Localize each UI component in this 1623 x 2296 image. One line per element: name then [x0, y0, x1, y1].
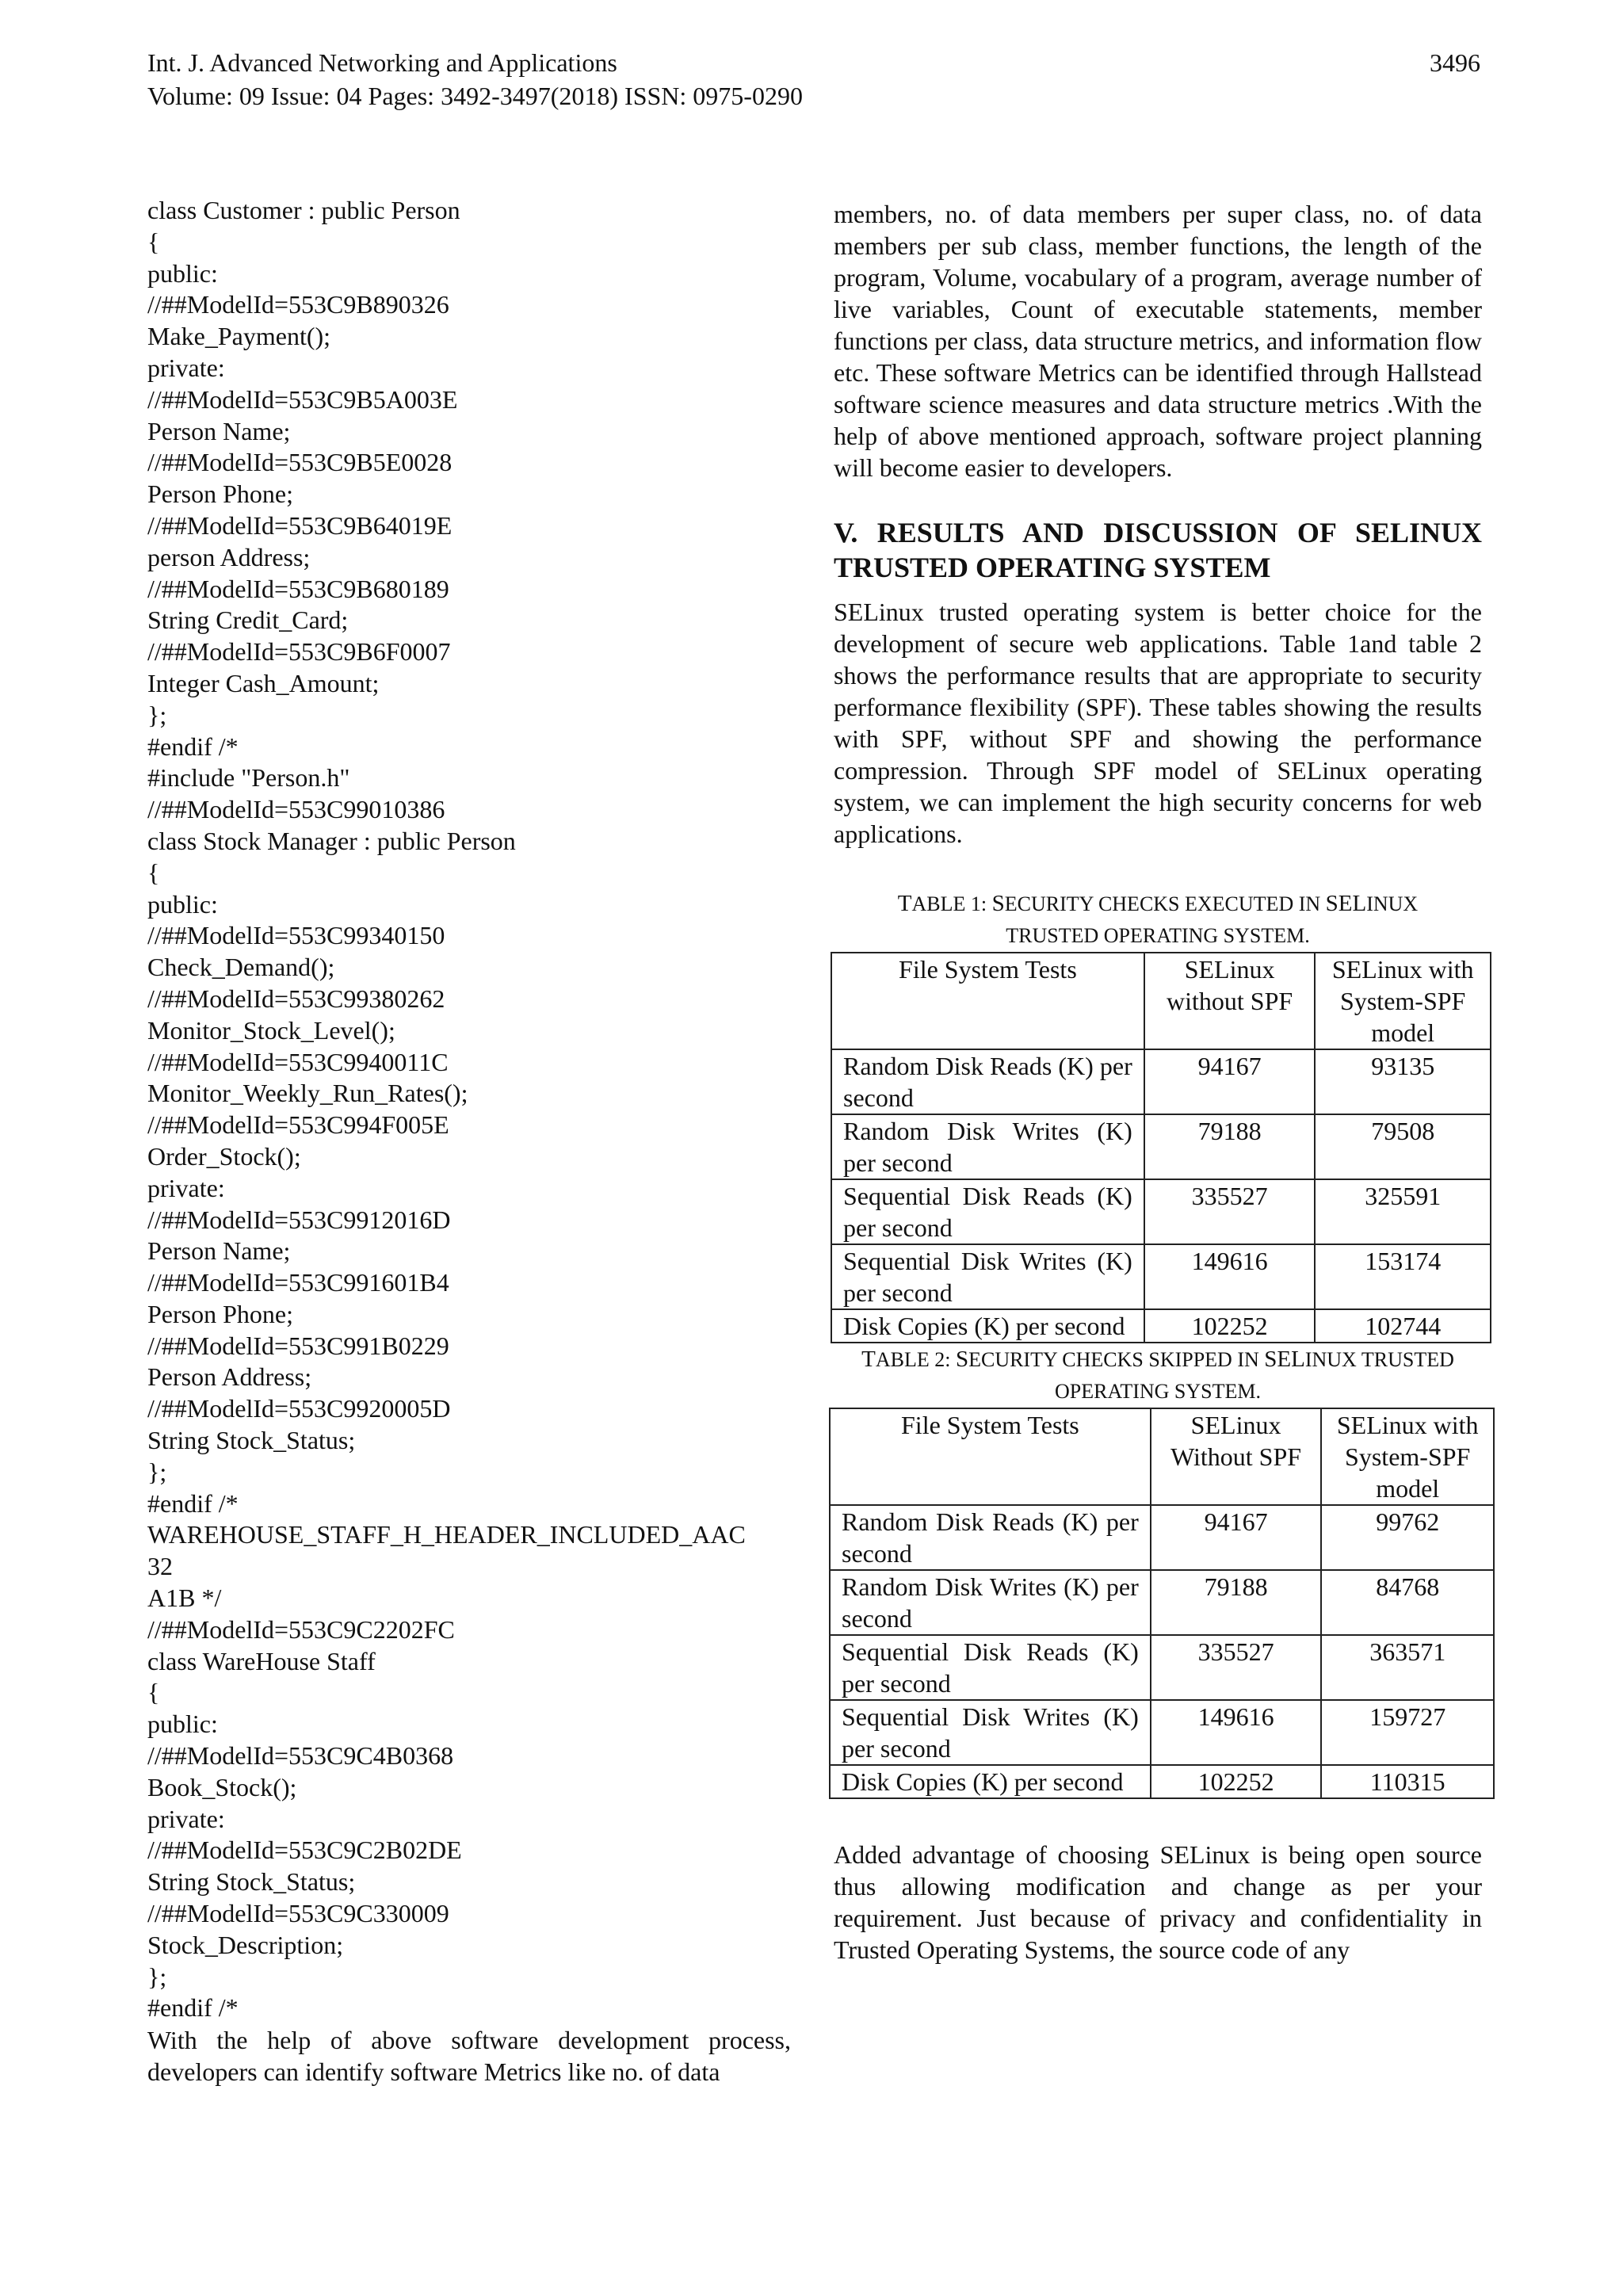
table-header-cell: File System Tests: [830, 1408, 1151, 1505]
code-line: //##ModelId=553C9940011C: [147, 1047, 449, 1076]
code-line: {: [147, 858, 160, 887]
table-row: [831, 1179, 1491, 1244]
left-closing-paragraph: With the help of above software development process, developers can identify software Metrics like no. of data: [147, 2026, 791, 2087]
table-value-cell: 159727: [1321, 1700, 1494, 1765]
code-line: Person Address;: [147, 1362, 312, 1392]
code-line: Make_Payment();: [147, 322, 331, 351]
code-line: String Stock_Status;: [147, 1426, 356, 1455]
code-line: 32: [147, 1552, 173, 1581]
table-label-cell: Random Disk Writes (K) per second: [831, 1114, 1144, 1179]
table-row: [831, 1049, 1491, 1114]
table-label-cell: Sequential Disk Writes (K) per second: [830, 1700, 1151, 1765]
code-line: };: [147, 700, 167, 729]
code-line: public:: [147, 889, 218, 919]
table-header-cell: SELinux with System-SPF model: [1321, 1408, 1494, 1505]
page-header: [147, 46, 1480, 113]
code-line: //##ModelId=553C9B5A003E: [147, 384, 458, 414]
code-line: class Customer : public Person: [147, 196, 460, 224]
table-row: [830, 1505, 1494, 1570]
code-line: //##ModelId=553C9C330009: [147, 1899, 449, 1928]
code-line: //##ModelId=553C99340150: [147, 921, 445, 950]
table-row: [830, 1635, 1494, 1700]
table-header-cell: File System Tests: [831, 953, 1144, 1049]
table2: [829, 1408, 1495, 1799]
code-line: //##ModelId=553C991601B4: [147, 1268, 449, 1297]
table-row: [830, 1570, 1494, 1635]
table-label-cell: Random Disk Reads (K) per second: [831, 1049, 1144, 1114]
table-row: [831, 1114, 1491, 1179]
table-row: [830, 1700, 1494, 1765]
table1: [831, 952, 1491, 1343]
code-line: String Stock_Status;: [147, 1867, 356, 1897]
table-header-row: [830, 1408, 1494, 1505]
code-line: };: [147, 1962, 167, 1991]
table-header-row: [831, 953, 1491, 1049]
table-row: [830, 1765, 1494, 1798]
table-header-cell: SELinux without SPF: [1144, 953, 1316, 1049]
code-line: Order_Stock();: [147, 1141, 301, 1171]
table-row: [831, 1309, 1491, 1343]
table1-caption: [834, 888, 1482, 952]
code-line: {: [147, 227, 160, 256]
table-value-cell: 153174: [1315, 1244, 1491, 1309]
code-line: Person Name;: [147, 416, 291, 445]
code-line: String Credit_Card;: [147, 606, 349, 635]
left-column: [147, 195, 791, 2088]
table2-caption-text: TABLE 2: SECURITY CHECKS SKIPPED IN SELINUX TRUSTED OPERATING SYSTEM.: [861, 1347, 1454, 1403]
code-line: //##ModelId=553C9C4B0368: [147, 1741, 454, 1771]
table-value-cell: 84768: [1321, 1570, 1494, 1635]
code-line: //##ModelId=553C9B5E0028: [147, 448, 453, 477]
table-label-cell: Random Disk Reads (K) per second: [830, 1505, 1151, 1570]
table-label-cell: Disk Copies (K) per second: [830, 1765, 1151, 1798]
table-label-cell: Random Disk Writes (K) per second: [830, 1570, 1151, 1635]
code-line: public:: [147, 1710, 218, 1739]
code-line: //##ModelId=553C99010386: [147, 795, 445, 824]
code-listing: [147, 195, 791, 2024]
table-row: [831, 1244, 1491, 1309]
code-line: //##ModelId=553C99380262: [147, 984, 445, 1013]
code-line: Person Phone;: [147, 479, 293, 509]
metrics-paragraph: members, no. of data members per super class, no. of data members per sub class, member functions, the length of the program, Volume, vocabulary of a program, average number of live variables, Count of executable statements, member functions per class, data structure metrics, and information flow etc. These software Metrics can be identified through Hallstead software science measures and data structure metrics .With the help of above mentioned approach, software project planning will become easier to developers.: [834, 200, 1482, 482]
table-label-cell: Sequential Disk Reads (K) per second: [831, 1179, 1144, 1244]
table-value-cell: 94167: [1151, 1505, 1322, 1570]
table-value-cell: 149616: [1151, 1700, 1322, 1765]
code-line: Monitor_Stock_Level();: [147, 1015, 395, 1045]
code-line: //##ModelId=553C994F005E: [147, 1110, 449, 1140]
table-label-cell: Sequential Disk Writes (K) per second: [831, 1244, 1144, 1309]
code-line: A1B */: [147, 1584, 222, 1613]
table-value-cell: 325591: [1315, 1179, 1491, 1244]
code-line: Monitor_Weekly_Run_Rates();: [147, 1079, 468, 1108]
table-header-cell: SELinux with System-SPF model: [1315, 953, 1491, 1049]
code-line: Stock_Description;: [147, 1930, 344, 1959]
section-heading: V. RESULTS AND DISCUSSION OF SELINUX TRUSTED OPERATING SYSTEM: [834, 517, 1482, 583]
code-line: {: [147, 1678, 160, 1707]
code-line: #endif /*: [147, 732, 239, 761]
code-line: //##ModelId=553C9B6F0007: [147, 637, 451, 667]
code-line: //##ModelId=553C9B680189: [147, 574, 449, 603]
table-value-cell: 335527: [1144, 1179, 1316, 1244]
code-line: Check_Demand();: [147, 953, 335, 982]
code-line: class WareHouse Staff: [147, 1646, 376, 1675]
table-value-cell: 79508: [1315, 1114, 1491, 1179]
code-line: //##ModelId=553C9912016D: [147, 1205, 451, 1234]
table-label-cell: Disk Copies (K) per second: [831, 1309, 1144, 1343]
table-value-cell: 79188: [1144, 1114, 1316, 1179]
section-paragraph: SELinux trusted operating system is better choice for the development of secure web applications. Table 1and table 2 shows the performance results that are appropriate to security performance flexibility (SPF). These tables showing the results with SPF, without SPF and showing the performance compression. Through SPF model of SELinux operating system, we can implement the high security concerns for web applications.: [834, 598, 1482, 848]
table-label-cell: Sequential Disk Reads (K) per second: [830, 1635, 1151, 1700]
code-line: //##ModelId=553C9B890326: [147, 290, 449, 319]
code-line: #endif /*: [147, 1993, 239, 2023]
code-line: public:: [147, 258, 218, 288]
table-value-cell: 102744: [1315, 1309, 1491, 1343]
code-line: private:: [147, 353, 225, 382]
journal-volume-info: Volume: 09 Issue: 04 Pages: 3492-3497(2018) ISSN: 0975-0290: [147, 82, 803, 110]
code-line: //##ModelId=553C9C2B02DE: [147, 1836, 462, 1865]
code-line: private:: [147, 1173, 225, 1202]
table1-caption-text: TABLE 1: SECURITY CHECKS EXECUTED IN SELINUX TRUSTED OPERATING SYSTEM.: [897, 891, 1419, 947]
code-line: Integer Cash_Amount;: [147, 668, 380, 697]
table-value-cell: 110315: [1321, 1765, 1494, 1798]
code-line: class Stock Manager : public Person: [147, 826, 516, 855]
code-line: //##ModelId=553C9920005D: [147, 1394, 451, 1423]
table2-caption: [834, 1343, 1482, 1408]
table-value-cell: 102252: [1151, 1765, 1322, 1798]
table-value-cell: 99762: [1321, 1505, 1494, 1570]
table-value-cell: 94167: [1144, 1049, 1316, 1114]
table-value-cell: 363571: [1321, 1635, 1494, 1700]
code-line: #endif /*: [147, 1488, 239, 1518]
code-line: };: [147, 1457, 167, 1486]
table-value-cell: 93135: [1315, 1049, 1491, 1114]
table-header-cell: SELinux Without SPF: [1151, 1408, 1322, 1505]
journal-title: Int. J. Advanced Networking and Applications: [147, 48, 617, 77]
right-closing-paragraph: Added advantage of choosing SELinux is being open source thus allowing modification and change as per your requirement. Just because of privacy and confidentiality in Trusted Operating Systems, the source code of any: [834, 1840, 1482, 1964]
code-line: WAREHOUSE_STAFF_H_HEADER_INCLUDED_AAC: [147, 1520, 746, 1549]
code-line: //##ModelId=553C9C2202FC: [147, 1614, 455, 1644]
code-line: private:: [147, 1804, 225, 1833]
code-line: //##ModelId=553C9B64019E: [147, 510, 453, 540]
table-value-cell: 335527: [1151, 1635, 1322, 1700]
table-value-cell: 149616: [1144, 1244, 1316, 1309]
code-line: #include "Person.h": [147, 763, 350, 793]
code-line: person Address;: [147, 542, 311, 571]
page-number: 3496: [1430, 48, 1480, 77]
code-line: Person Phone;: [147, 1299, 293, 1328]
right-column: [834, 198, 1482, 1966]
code-line: //##ModelId=553C991B0229: [147, 1331, 449, 1360]
code-line: Person Name;: [147, 1236, 291, 1266]
table-value-cell: 102252: [1144, 1309, 1316, 1343]
table-value-cell: 79188: [1151, 1570, 1322, 1635]
code-line: Book_Stock();: [147, 1772, 297, 1801]
